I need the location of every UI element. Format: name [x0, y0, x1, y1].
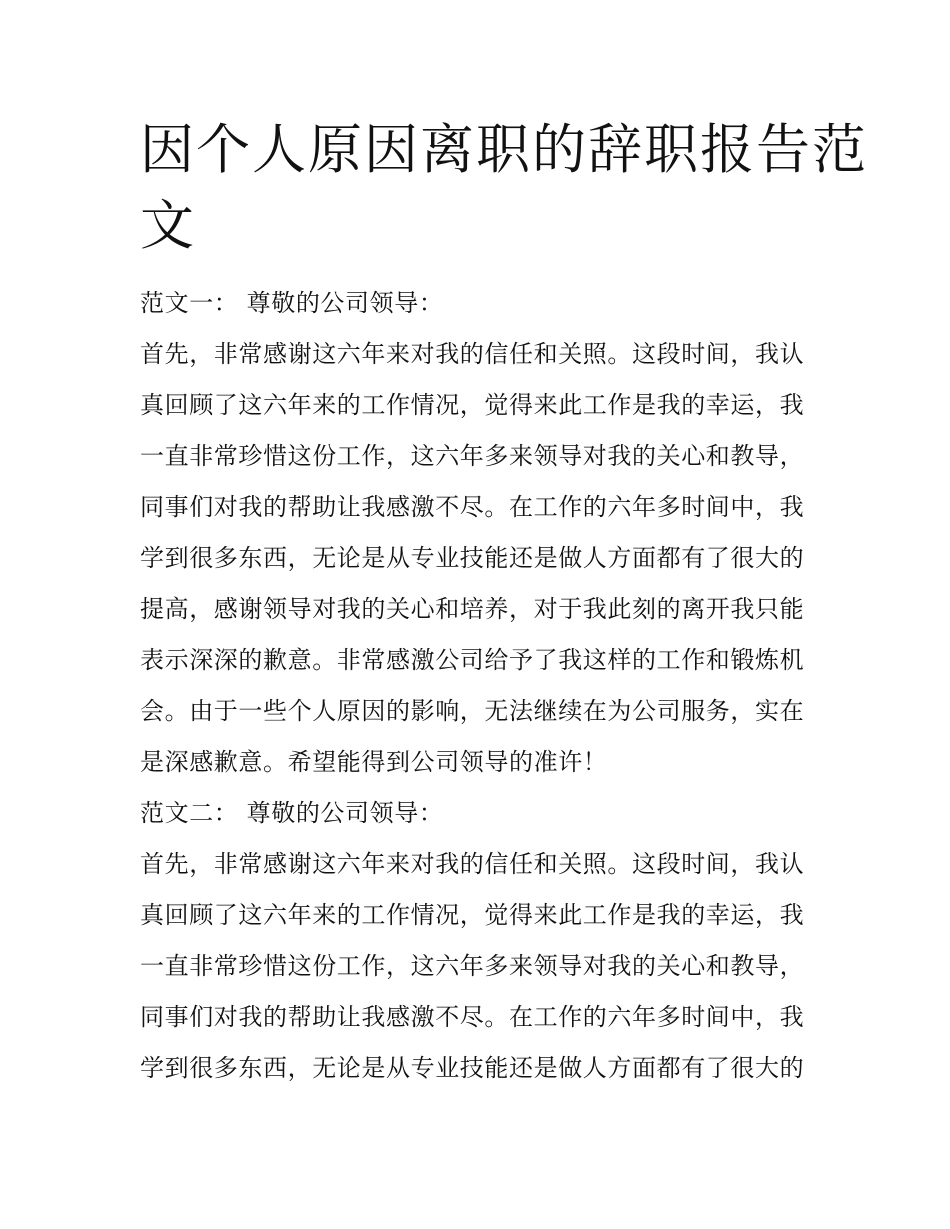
section-2-line: 首先，非常感谢这六年来对我的信任和关照。这段时间，我认: [140, 850, 805, 878]
section-1-heading: 范文一： 尊敬的公司领导：: [140, 289, 444, 317]
section-2-line: 同事们对我的帮助让我感激不尽。在工作的六年多时间中，我: [140, 1003, 805, 1031]
section-1-line: 是深感歉意。希望能得到公司领导的准许！: [140, 748, 608, 776]
section-2-line: 学到很多东西，无论是从专业技能还是做人方面都有了很大的: [140, 1054, 805, 1082]
section-1-line: 提高，感谢领导对我的关心和培养，对于我此刻的离开我只能: [140, 595, 805, 623]
section-1-line: 真回顾了这六年来的工作情况，觉得来此工作是我的幸运，我: [140, 391, 805, 419]
section-1-line: 表示深深的歉意。非常感激公司给予了我这样的工作和锻炼机: [140, 646, 805, 674]
document-title: [140, 112, 868, 264]
section-1-line: 一直非常珍惜这份工作，这六年多来领导对我的关心和教导，: [140, 442, 805, 470]
section-2-line: 真回顾了这六年来的工作情况，觉得来此工作是我的幸运，我: [140, 901, 805, 929]
title-line: 文: [140, 194, 196, 257]
document-body: [140, 278, 820, 1094]
section-1-line: 会。由于一些个人原因的影响，无法继续在为公司服务，实在: [140, 697, 805, 725]
section-2-line: 一直非常珍惜这份工作，这六年多来领导对我的关心和教导，: [140, 952, 805, 980]
title-line: 因个人原因离职的辞职报告范: [140, 118, 868, 181]
section-2-heading: 范文二： 尊敬的公司领导：: [140, 799, 444, 827]
section-1-line: 同事们对我的帮助让我感激不尽。在工作的六年多时间中，我: [140, 493, 805, 521]
section-1-line: 学到很多东西，无论是从专业技能还是做人方面都有了很大的: [140, 544, 805, 572]
section-1-line: 首先，非常感谢这六年来对我的信任和关照。这段时间，我认: [140, 340, 805, 368]
